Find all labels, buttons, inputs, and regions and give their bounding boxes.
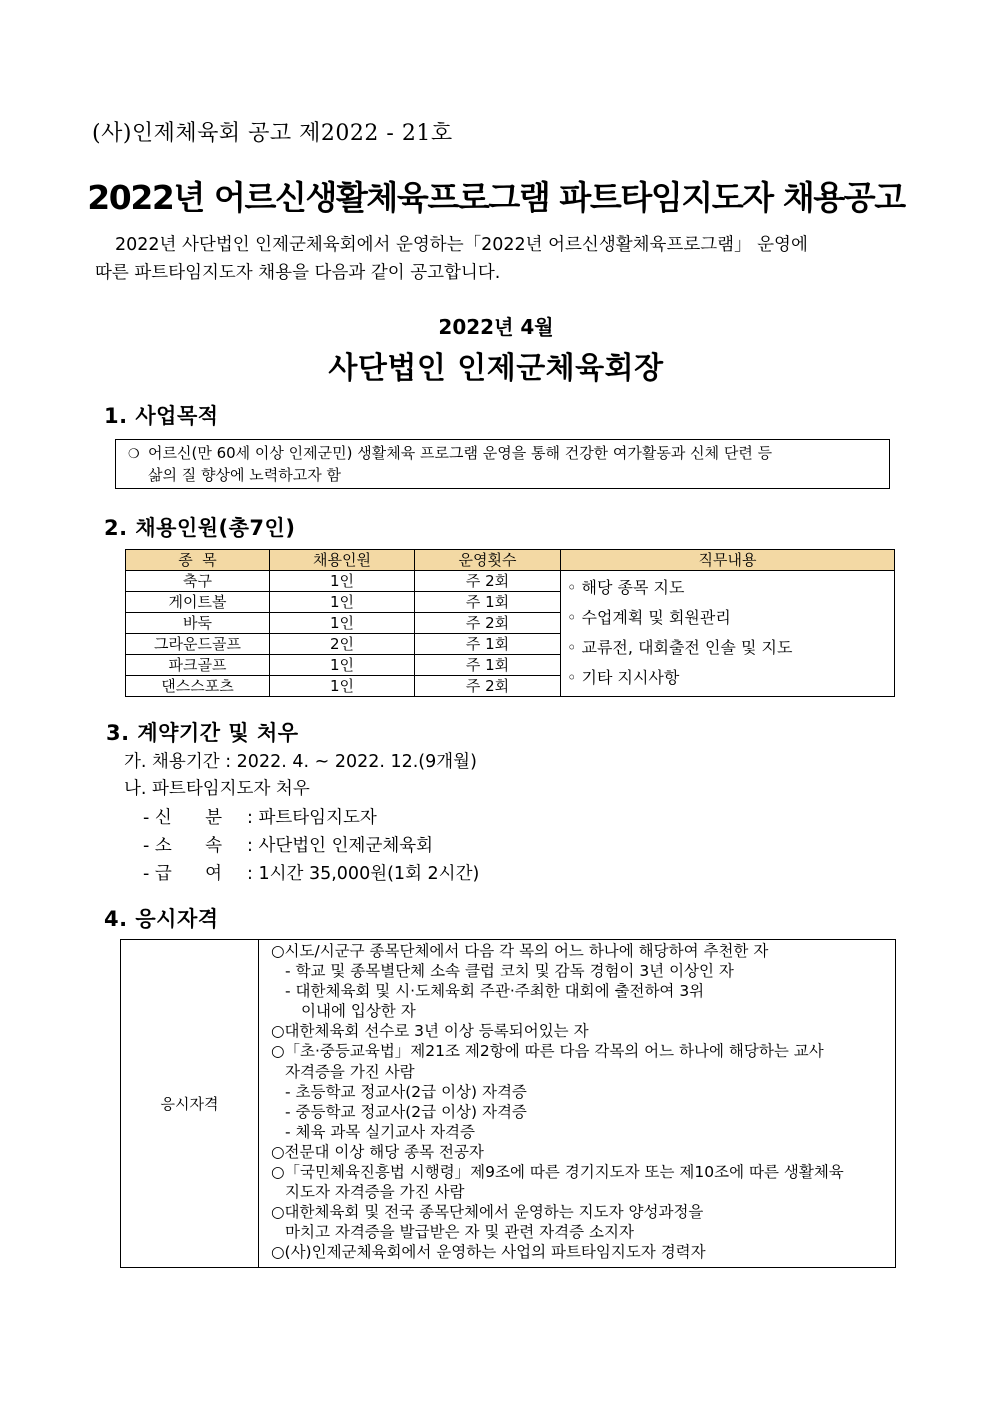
frequency-cell: 주 1회 [415,655,561,676]
sport-cell: 바둑 [126,613,270,634]
headcount-cell: 1인 [270,676,415,697]
table-row [121,940,896,1268]
headcount-cell: 1인 [270,592,415,613]
qualification-line: ○「국민체육진흥법 시행령」제9조에 따른 경기지도자 또는 제10조에 따른 생활체육 [271,1163,844,1182]
qualification-line: 지도자 자격증을 가진 사람 [285,1183,465,1202]
table-header-row [126,550,895,571]
duty-item: ◦ 교류전, 대회출전 인솔 및 지도 [567,638,793,657]
sport-cell: 파크골프 [126,655,270,676]
duty-item: ◦ 기타 지시사항 [567,668,680,687]
qualification-line: 마치고 자격증을 발급받은 자 및 관련 자격증 소지자 [285,1223,634,1242]
section-heading-qualifications: 4. 응시자격 [104,907,219,931]
headcount-cell: 2인 [270,634,415,655]
section-heading-purpose: 1. 사업목적 [104,404,219,428]
column-header-headcount: 채용인원 [270,550,415,571]
headcount-cell: 1인 [270,655,415,676]
frequency-cell: 주 2회 [415,676,561,697]
treatment-item-status [143,805,377,832]
qualification-line: ○대한체육회 선수로 3년 이상 등록되어있는 자 [271,1022,589,1041]
qualification-line: ○(사)인제군체육회에서 운영하는 사업의 파트타임지도자 경력자 [271,1243,706,1262]
purpose-line-2: 삶의 질 향상에 노력하고자 함 [148,466,341,484]
qualification-line: 이내에 입상한 자 [301,1002,416,1021]
qualification-line: - 초등학교 정교사(2급 이상) 자격증 [285,1082,527,1101]
page-title: 2022년 어르신생활체육프로그램 파트타임지도자 채용공고 [87,178,905,217]
qualification-line: - 체육 과목 실기교사 자격증 [285,1122,476,1141]
purpose-line-1: 어르신(만 60세 이상 인제군민) 생활체육 프로그램 운영을 통해 건강한 여가활동과 신체 단련 등 [148,444,773,462]
qualification-line: ○「초·중등교육법」제21조 제2항에 따른 다음 각목의 어느 하나에 해당하는 교사 [271,1042,824,1061]
purpose-box [115,439,890,489]
section-heading-contract: 3. 계약기간 및 처우 [106,721,299,745]
sport-cell: 게이트볼 [126,592,270,613]
sport-cell: 댄스스포츠 [126,676,270,697]
column-header-sport: 종 목 [126,550,270,571]
treatment-key: - 급 여 [143,864,223,884]
intro-line-2: 따른 파트타임지도자 채용을 다음과 같이 공고합니다. [95,263,501,283]
column-header-frequency: 운영횟수 [415,550,561,571]
frequency-cell: 주 1회 [415,634,561,655]
qualification-line: - 대한체육회 및 시·도체육회 주관·주최한 대회에 출전하여 3위 [285,982,705,1001]
qualification-line: 자격증을 가진 사람 [285,1062,415,1081]
duties-cell [561,571,895,697]
qualifications-list [259,940,896,1268]
qualification-line: ○시도/시군구 종목단체에서 다음 각 목의 어느 하나에 해당하여 추천한 자 [271,942,769,960]
sport-cell: 그라운드골프 [126,634,270,655]
bullet-icon: ❍ [128,447,140,462]
section-heading-recruitment: 2. 채용인원(총7인) [104,516,296,540]
treatment-item-pay [143,861,479,888]
contract-period: 가. 채용기간 : 2022. 4. ~ 2022. 12.(9개월) [124,752,477,772]
qualifications-table [120,939,896,1268]
qualification-line: - 중등학교 정교사(2급 이상) 자격증 [285,1102,527,1121]
treatment-value: : 1시간 35,000원(1회 2시간) [247,864,480,884]
treatment-key: - 신 분 [143,808,223,828]
frequency-cell: 주 2회 [415,613,561,634]
column-header-duties: 직무내용 [561,550,895,571]
issue-date: 2022년 4월 [438,315,554,339]
notice-number: (사)인제체육회 공고 제2022 - 21호 [92,121,453,146]
treatment-value: : 사단법인 인제군체육회 [247,836,434,856]
headcount-cell: 1인 [270,571,415,592]
treatment-value: : 파트타임지도자 [247,808,377,828]
sport-cell: 축구 [126,571,270,592]
qualification-line: - 학교 및 종목별단체 소속 클럽 코치 및 감독 경험이 3년 이상인 자 [285,962,734,981]
frequency-cell: 주 2회 [415,571,561,592]
headcount-cell: 1인 [270,613,415,634]
qualifications-label: 응시자격 [121,940,259,1268]
intro-line-1: 2022년 사단법인 인제군체육회에서 운영하는「2022년 어르신생활체육프로그램」 운영에 [115,235,808,255]
frequency-cell: 주 1회 [415,592,561,613]
treatment-item-affiliation [143,833,433,860]
duty-item: ◦ 수업계획 및 회원관리 [567,608,731,627]
treatment-heading: 나. 파트타임지도자 처우 [124,779,310,799]
intro-paragraph [95,231,900,287]
qualification-line: ○대한체육회 및 전국 종목단체에서 운영하는 지도자 양성과정을 [271,1203,704,1222]
qualification-line: ○전문대 이상 해당 종목 전공자 [271,1142,484,1161]
issuing-organization: 사단법인 인제군체육회장 [328,351,664,386]
duty-item: ◦ 해당 종목 지도 [567,578,685,597]
treatment-key: - 소 속 [143,836,223,856]
table-row [126,571,895,592]
recruitment-table [125,549,895,697]
